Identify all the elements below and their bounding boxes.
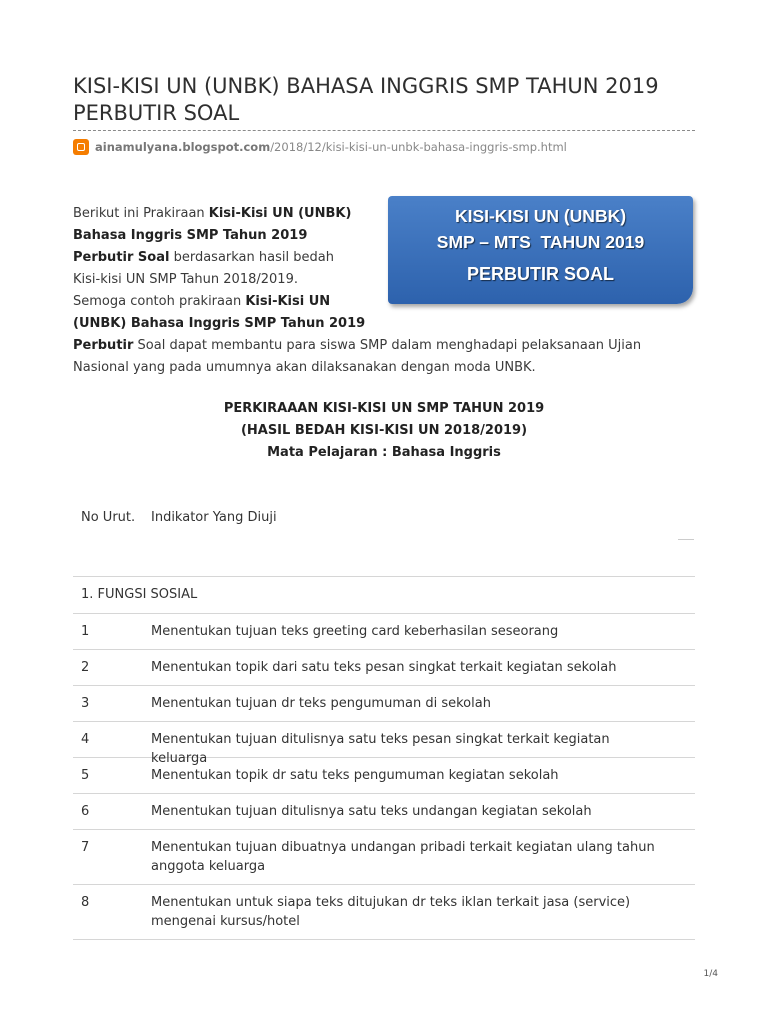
row-number: 5 [81,768,90,783]
intro-bold: Bahasa Inggris SMP Tahun 2019 [73,228,308,243]
intro-bold: (UNBK) Bahasa Inggris SMP Tahun 2019 [73,316,366,331]
row-indicator: Menentukan tujuan dibuatnya undangan pribadi terkait kegiatan ulang tahun anggota keluarga [151,840,655,874]
row-number: 4 [81,732,90,747]
title-line-2: PERBUTIR SOAL [73,101,240,125]
source-link[interactable] [73,138,567,156]
page-title [73,73,693,127]
source-domain[interactable]: ainamulyana.blogspot.com [95,140,271,154]
row-indicator: Menentukan tujuan ditulisnya satu teks undangan kegiatan sekolah [151,804,592,819]
intro-text: Berikut ini Prakiraan [73,206,209,221]
row-indicator: Menentukan topik dari satu teks pesan singkat terkait kegiatan sekolah [151,660,617,675]
banner-line-3: PERBUTIR SOAL [466,264,614,284]
table-row [73,650,695,686]
row-indicator: Menentukan tujuan dr teks pengumuman di sekolah [151,696,491,711]
banner-line-1: KISI-KISI UN (UNBK) [454,206,627,226]
row-number: 7 [81,840,90,855]
intro-text: Semoga contoh prakiraan [73,294,246,309]
indicator-table [73,576,695,940]
blogger-icon [73,139,89,155]
intro-bold: Perbutir [73,338,134,353]
heading-line-3: Mata Pelajaran : Bahasa Inggris [267,445,501,460]
row-indicator: Menentukan untuk siapa teks ditujukan dr teks iklan terkait jasa (service) mengenai kursus/hotel [151,895,631,929]
intro-bold: Perbutir Soal [73,250,170,265]
row-number: 3 [81,696,90,711]
divider [678,539,694,540]
heading-line-2: (HASIL BEDAH KISI-KISI UN 2018/2019) [240,423,528,438]
intro-text: berdasarkan hasil bedah [169,250,334,265]
row-indicator: Menentukan tujuan teks greeting card keberhasilan seseorang [151,624,559,639]
row-number: 1 [81,624,90,639]
page-number: 1/4 [703,969,718,979]
table-row [73,686,695,722]
row-number: 2 [81,660,90,675]
table-row [73,830,695,885]
heading-line-1: PERKIRAAAN KISI-KISI UN SMP TAHUN 2019 [223,401,545,416]
row-number: 8 [81,895,90,910]
intro-text: Soal dapat membantu para siswa SMP dalam menghadapi pelaksanaan Ujian [133,338,642,353]
row-number: 6 [81,804,90,819]
table-row [73,794,695,830]
intro-text: Kisi-kisi UN SMP Tahun 2018/2019. [73,272,298,287]
column-header-indicator: Indikator Yang Diuji [151,510,277,525]
table-row [73,885,695,940]
intro-bold: Kisi-Kisi UN [245,294,331,309]
banner-line-2: SMP – MTS TAHUN 2019 [436,232,645,252]
table-section-row [73,577,695,614]
table-row [73,758,695,794]
row-indicator: Menentukan topik dr satu teks pengumuman kegiatan sekolah [151,768,559,783]
source-path[interactable]: /2018/12/kisi-kisi-un-unbk-bahasa-inggris-smp.html [270,140,567,154]
table-row [73,722,695,766]
section-label: 1. FUNGSI SOSIAL [81,587,198,602]
table-row [73,614,695,650]
intro-bold: Kisi-Kisi UN (UNBK) [208,206,352,221]
title-divider [73,130,695,131]
row-indicator: Menentukan tujuan ditulisnya satu teks pesan singkat terkait kegiatan keluarga [151,732,610,766]
column-header-no: No Urut. [81,510,136,525]
banner-image [388,196,693,304]
title-line-1: KISI-KISI UN (UNBK) BAHASA INGGRIS SMP TAHUN 2019 [73,74,659,98]
section-heading [73,398,695,464]
intro-text: Nasional yang pada umumnya akan dilaksanakan dengan moda UNBK. [73,360,536,375]
